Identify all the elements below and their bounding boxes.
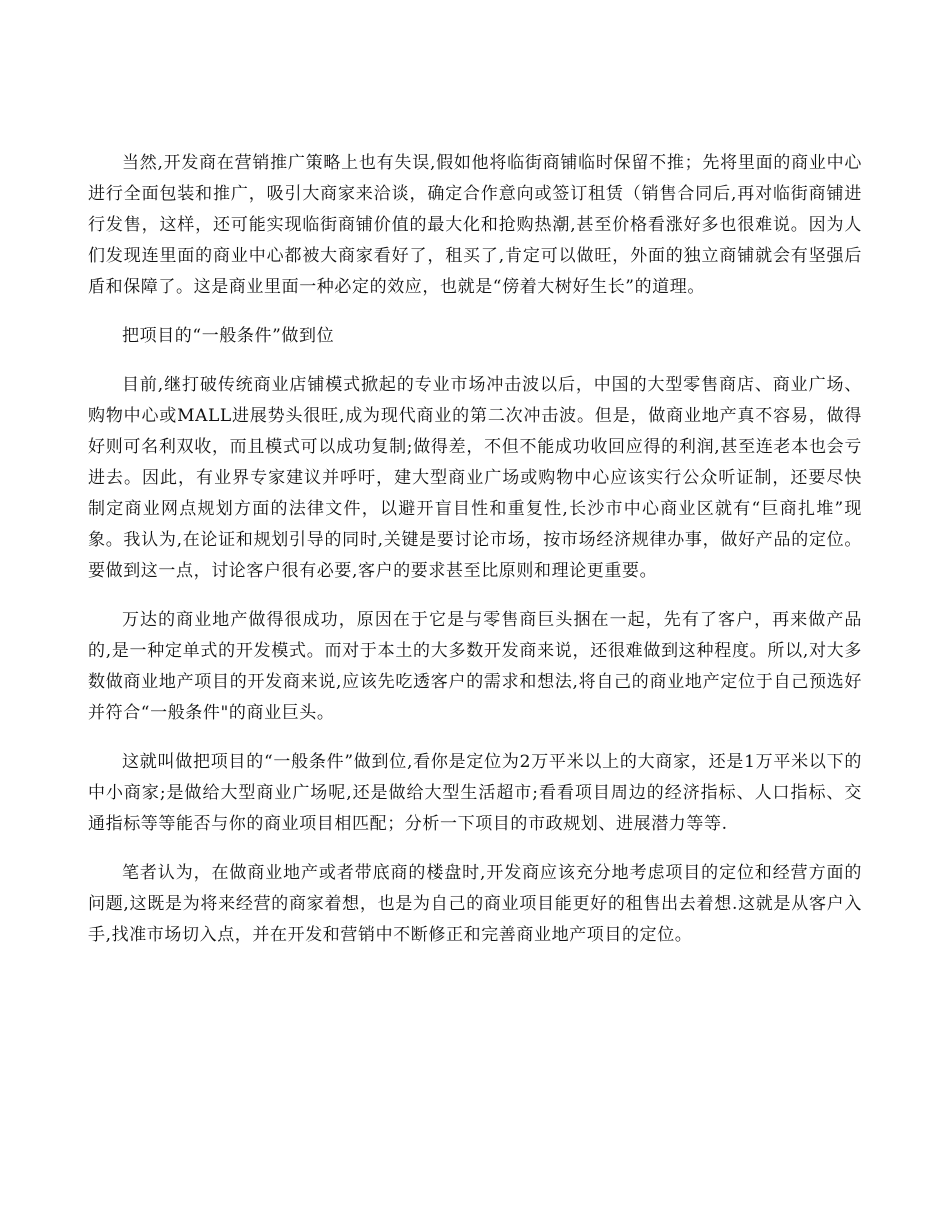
paragraph-author-opinion: 笔者认为，在做商业地产或者带底商的楼盘时,开发商应该充分地考虑项目的定位和经营方面的问题,这既是为将来经营的商家着想，也是为自己的商业项目能更好的租售出去着想.这就是从客户入手,找准市场切入点，并在开发和营销中不断修正和完善商业地产项目的定位。 (88, 863, 862, 945)
paragraph-wanda-example: 万达的商业地产做得很成功，原因在于它是与零售商巨头捆在一起，先有了客户，再来做产品的,是一种定单式的开发模式。而对于本土的大多数开发商来说，还很难做到这种程度。所以,对大多数做商业地产项目的开发商来说,应该先吃透客户的需求和想法,将自己的商业地产定位于自己预选好并符合“一般条件"的商业巨头。 (88, 610, 862, 723)
paragraph-market-trend: 目前,继打破传统商业店铺模式掀起的专业市场冲击波以后，中国的大型零售商店、商业广场、购物中心或MALL进展势头很旺,成为现代商业的第二次冲击波。但是，做商业地产真不容易，做得好则可名利双收，而且模式可以成功复制;做得差，不但不能成功收回应得的利润,甚至连老本也会亏进去。因此，有业界专家建议并呼吁，建大型商业广场或购物中心应该实行公众听证制，还要尽快制定商业网点规划方面的法律文件，以避开盲目性和重复性,长沙市中心商业区就有“巨商扎堆”现象。我认为,在论证和规划引导的同时,关键是要讨论市场，按市场经济规律办事，做好产品的定位。要做到这一点，讨论客户很有必要,客户的要求甚至比原则和理论更重要。 (88, 375, 862, 581)
document-body (88, 148, 862, 969)
section-heading: 把项目的“一般条件”做到位 (122, 326, 335, 346)
paragraph-general-conditions: 这就叫做把项目的“一般条件”做到位,看你是定位为2万平米以上的大商家，还是1万平米以下的中小商家;是做给大型商业广场呢,还是做给大型生活超市;看看项目周边的经济指标、人口指标、交通指标等等能否与你的商业项目相匹配；分析一下项目的市政规划、进展潜力等等. (88, 752, 862, 834)
paragraph-marketing-mistake: 当然,开发商在营销推广策略上也有失误,假如他将临街商铺临时保留不推；先将里面的商业中心进行全面包装和推广，吸引大商家来洽谈，确定合作意向或签订租赁（销售合同后,再对临街商铺进行发售，这样，还可能实现临街商铺价值的最大化和抢购热潮,甚至价格看涨好多也很难说。因为人们发现连里面的商业中心都被大商家看好了，租买了,肯定可以做旺，外面的独立商铺就会有坚强后盾和保障了。这是商业里面一种必定的效应，也就是“傍着大树好生长”的道理。 (88, 153, 862, 297)
